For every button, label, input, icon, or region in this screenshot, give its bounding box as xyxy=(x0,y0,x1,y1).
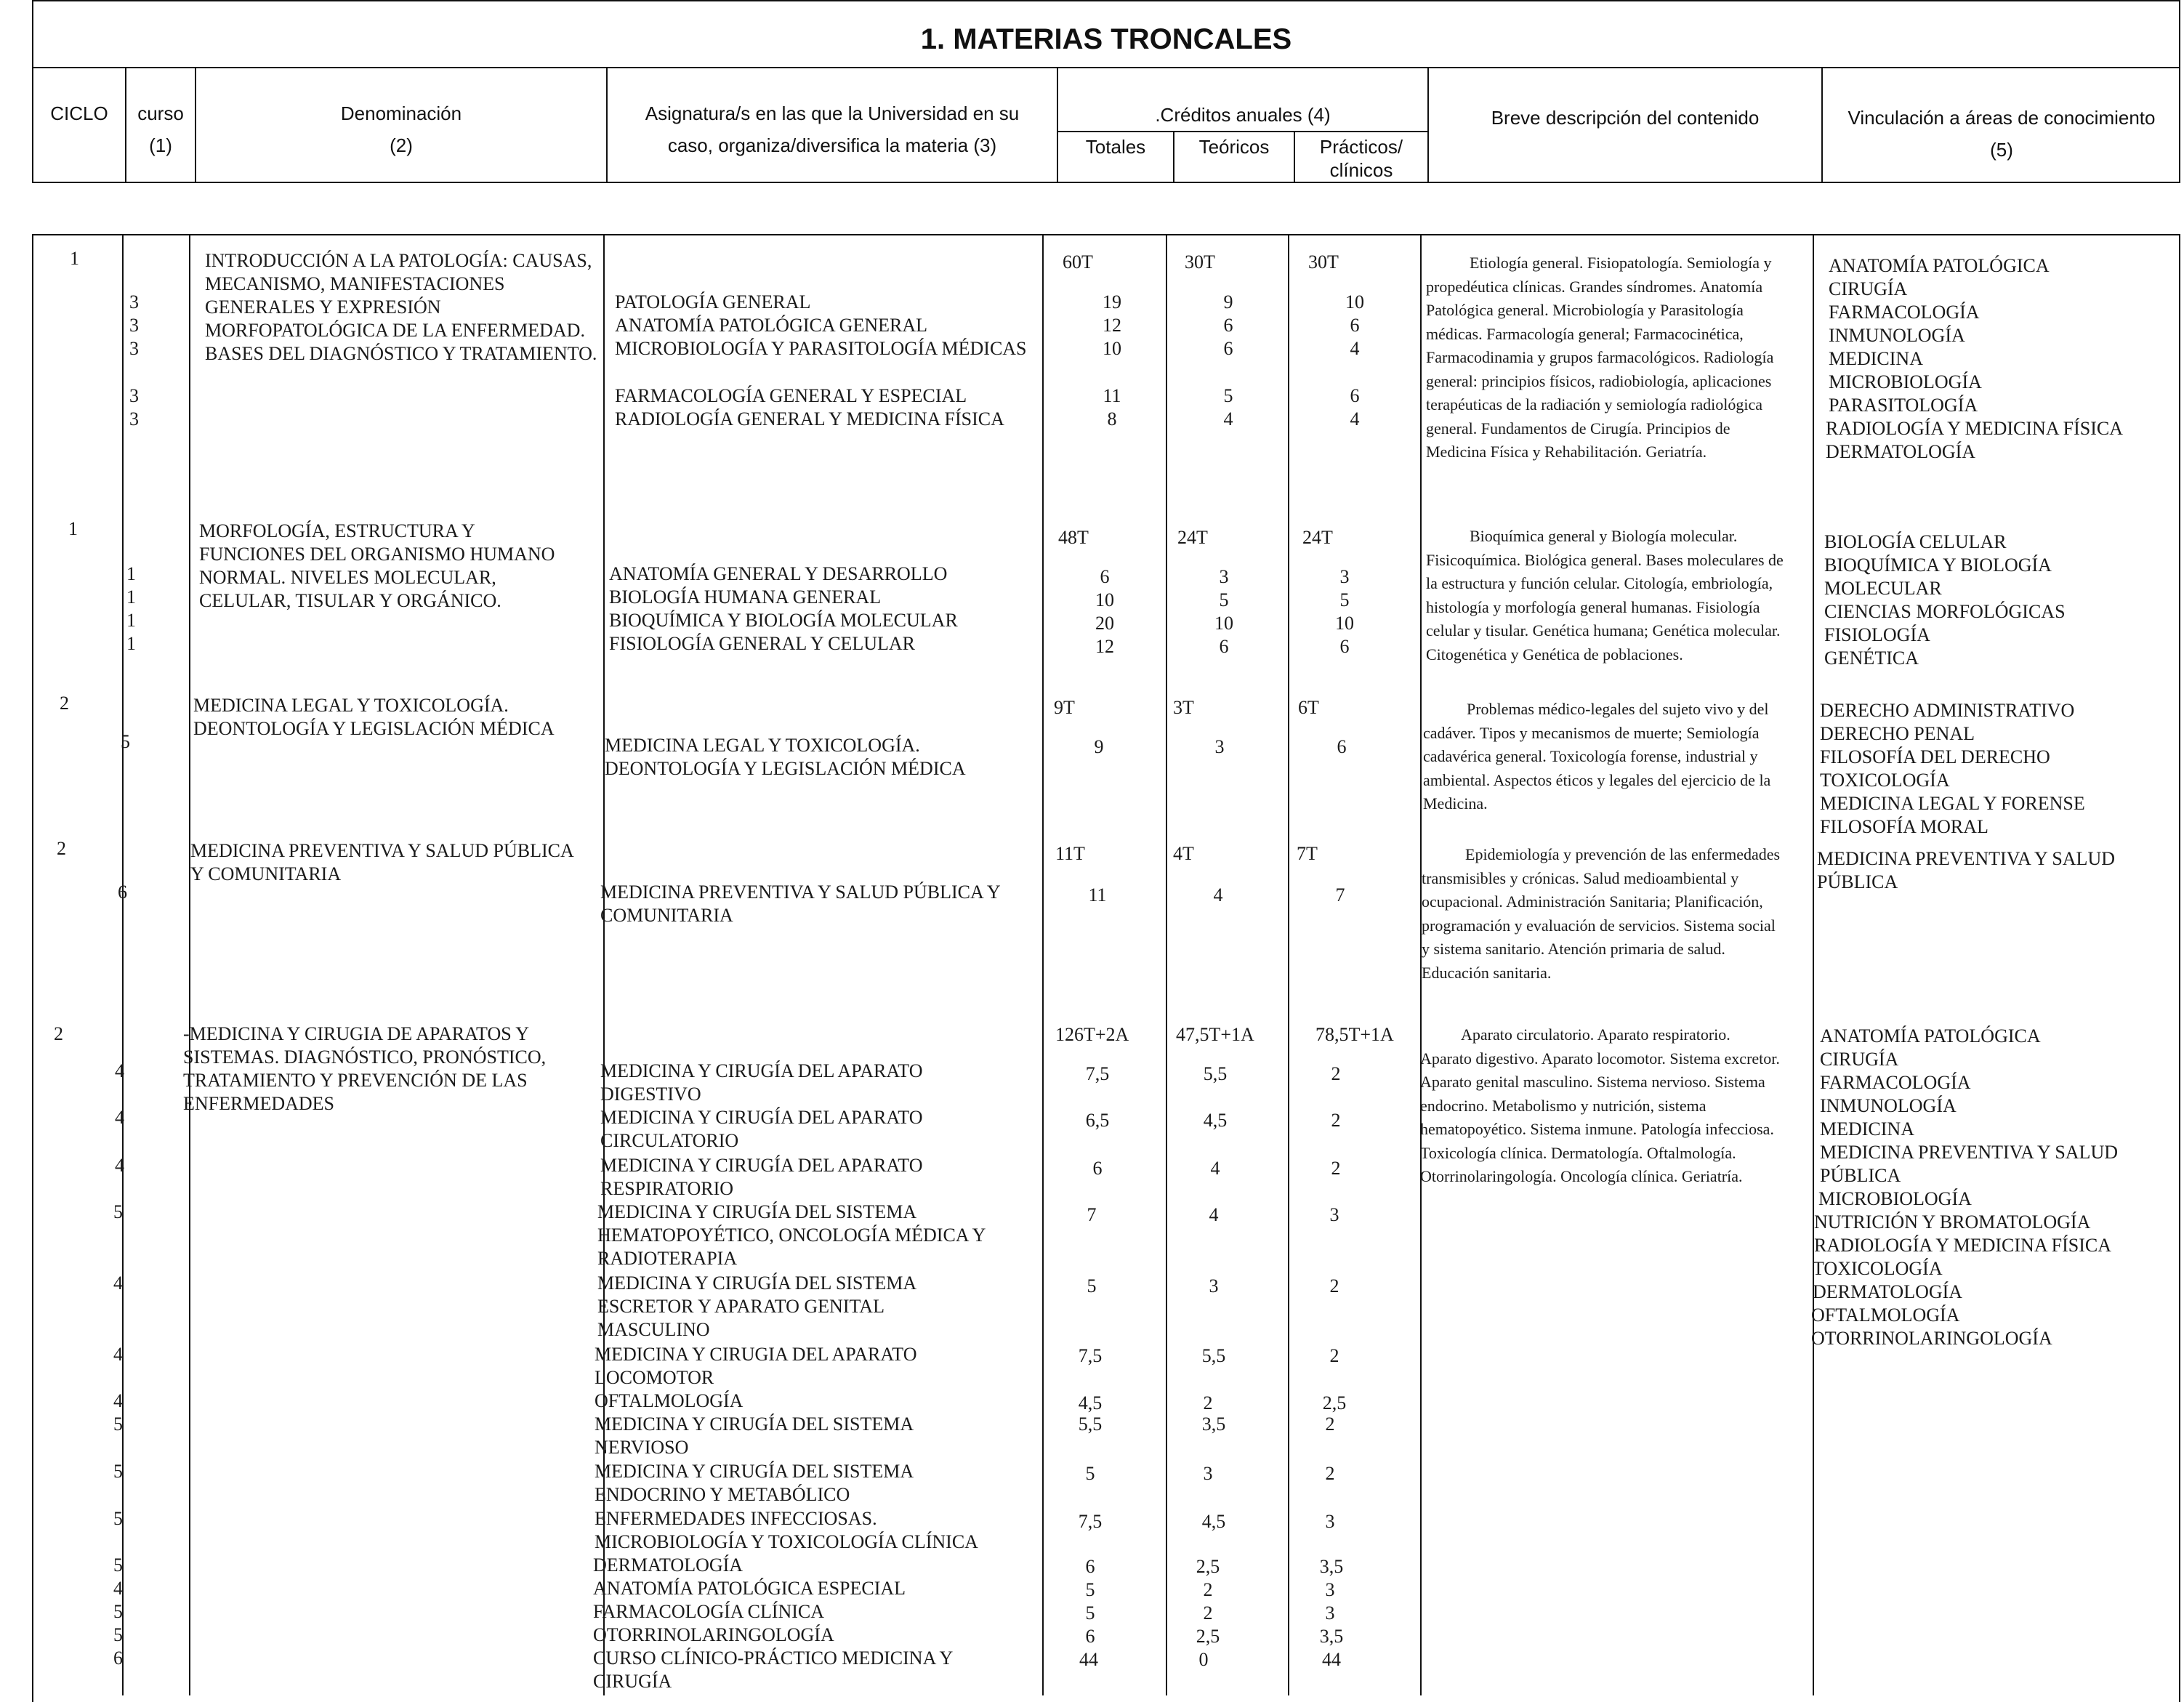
credit-teorico: 2 xyxy=(1203,1602,1213,1624)
credit-teorico: 3 xyxy=(1214,736,1225,757)
credit-teorico: 10 xyxy=(1214,613,1233,634)
area-item: MICROBIOLOGÍA xyxy=(1818,1188,1972,1209)
credit-total: 10 xyxy=(1103,338,1121,359)
ciclo-value: 1 xyxy=(68,518,78,539)
credit-practico: 2 xyxy=(1329,1275,1339,1296)
credit-teorico: 2,5 xyxy=(1196,1556,1220,1577)
area-item: TOXICOLOGÍA xyxy=(1813,1258,1943,1279)
credit-teorico: 3T xyxy=(1173,697,1194,718)
credit-teorico: 2 xyxy=(1203,1392,1213,1413)
credit-teorico: 6 xyxy=(1219,636,1229,657)
asignatura-name: OTORRINOLARINGOLOGÍA xyxy=(593,1624,834,1645)
credit-total: 19 xyxy=(1103,291,1121,312)
curso-value: 1 xyxy=(126,610,136,631)
area-item: MICROBIOLOGÍA xyxy=(1829,371,1982,392)
area-item: FARMACOLOGÍA xyxy=(1820,1072,1971,1093)
area-item: RADIOLOGÍA Y MEDICINA FÍSICA xyxy=(1814,1235,2112,1256)
materia-denominacion: INTRODUCCIÓN A LA PATOLOGÍA: CAUSAS, MECANISMO, MANIFESTACIONES GENERALES Y EXPRESIÓN MORFOPATOLÓGICA DE LA ENFERMEDAD. BASES DEL DIAGNÓSTICO Y TRATAMIENTO. xyxy=(205,250,597,364)
ciclo-value: 2 xyxy=(57,838,66,859)
divider xyxy=(32,67,2180,68)
credit-practico: 78,5T+1A xyxy=(1315,1024,1394,1045)
curso-value: 5 xyxy=(113,1413,123,1435)
area-item: MEDICINA xyxy=(1829,348,1923,369)
credit-practico: 2 xyxy=(1331,1110,1341,1131)
area-item: CIRUGÍA xyxy=(1829,278,1908,299)
asignatura-name: DERMATOLOGÍA xyxy=(593,1554,744,1576)
credit-teorico: 2,5 xyxy=(1196,1626,1220,1647)
credit-total: 126T+2A xyxy=(1055,1024,1129,1045)
curso-value: 3 xyxy=(129,385,139,406)
area-item: NUTRICIÓN Y BROMATOLOGÍA xyxy=(1814,1211,2091,1233)
col-header-asignatura: Asignatura/s en las que la Universidad en su xyxy=(645,102,1020,124)
credit-practico: 10 xyxy=(1345,291,1364,312)
credit-total: 6,5 xyxy=(1085,1110,1110,1131)
credit-teorico: 3 xyxy=(1203,1463,1213,1484)
ciclo-value: 1 xyxy=(70,248,79,269)
curso-value: 5 xyxy=(113,1508,123,1529)
curso-value: 4 xyxy=(115,1155,124,1176)
credit-teorico: 4 xyxy=(1223,408,1233,429)
col-header-denominacion: Denominación xyxy=(340,102,462,124)
credit-practico: 24T xyxy=(1302,527,1333,548)
curso-value: 4 xyxy=(115,1060,124,1081)
credit-teorico: 6 xyxy=(1223,315,1233,336)
credit-total: 5 xyxy=(1085,1463,1095,1484)
credit-practico: 30T xyxy=(1308,251,1339,273)
area-item: RADIOLOGÍA Y MEDICINA FÍSICA xyxy=(1826,418,2124,439)
asignatura-name: MEDICINA Y CIRUGIA DEL APARATO LOCOMOTOR xyxy=(595,1344,917,1388)
materia-descripcion: Bioquímica general y Biología molecular. Fisicoquímica. Biológica general. Bases moleculares de la estructura y función celular. Citología, embriología, histología y morfología general humanas. Fisiología celular y tisular. Genética humana; Genética molecular. Citogenética y Genética de poblaciones. xyxy=(1426,527,1784,664)
credit-practico: 3 xyxy=(1329,1204,1339,1225)
area-item: OTORRINOLARINGOLOGÍA xyxy=(1811,1328,2052,1349)
credit-practico: 7 xyxy=(1335,884,1345,906)
credit-teorico: 0 xyxy=(1198,1649,1209,1670)
materia-descripcion: Problemas médico-legales del sujeto vivo y del cadáver. Tipos y mecanismos de muerte; Semiología cadavérica general. Toxicología forense, industrial y ambiental. Aspectos éticos y legales del ejercicio de la Medicina. xyxy=(1423,700,1771,812)
area-item: FILOSOFÍA DEL DERECHO xyxy=(1820,746,2050,767)
credit-teorico: 3 xyxy=(1209,1275,1219,1296)
credit-total: 20 xyxy=(1095,613,1114,634)
curso-value: 4 xyxy=(113,1578,123,1599)
asignatura-name: BIOLOGÍA HUMANA GENERAL xyxy=(609,586,882,608)
divider xyxy=(1288,234,1289,1695)
credit-total: 9 xyxy=(1094,736,1104,757)
page-title: 1. MATERIAS TRONCALES xyxy=(920,23,1292,55)
ciclo-value: 2 xyxy=(54,1023,63,1044)
asignatura-name: MICROBIOLOGÍA Y PARASITOLOGÍA MÉDICAS xyxy=(615,338,1027,359)
credit-practico: 2,5 xyxy=(1322,1392,1347,1413)
area-item: INMUNOLOGÍA xyxy=(1820,1095,1957,1116)
credit-total: 48T xyxy=(1058,527,1089,548)
credit-practico: 4 xyxy=(1350,408,1360,429)
curso-value: 5 xyxy=(113,1624,123,1645)
area-item: TOXICOLOGÍA xyxy=(1820,770,1950,791)
col-header-practicos-2: clínicos xyxy=(1329,159,1393,181)
credit-total: 5 xyxy=(1085,1579,1095,1600)
asignatura-name: MEDICINA Y CIRUGÍA DEL APARATO RESPIRATORIO xyxy=(600,1155,923,1199)
materia-denominacion: -MEDICINA Y CIRUGIA DE APARATOS Y SISTEMAS. DIAGNÓSTICO, PRONÓSTICO, TRATAMIENTO Y PREVENCIÓN DE LAS ENFERMEDADES xyxy=(183,1023,547,1114)
asignatura-name: MEDICINA Y CIRUGÍA DEL SISTEMA HEMATOPOYÉTICO, ONCOLOGÍA MÉDICA Y RADIOTERAPIA xyxy=(597,1201,986,1269)
curso-value: 1 xyxy=(126,563,136,584)
curso-value: 4 xyxy=(113,1273,123,1294)
credit-practico: 2 xyxy=(1331,1063,1341,1084)
credit-teorico: 4,5 xyxy=(1203,1110,1228,1131)
asignatura-name: ANATOMÍA GENERAL Y DESARROLLO xyxy=(609,563,948,584)
credit-practico: 10 xyxy=(1335,613,1354,634)
credit-practico: 3 xyxy=(1325,1511,1335,1532)
area-item: DERECHO PENAL xyxy=(1820,723,1975,744)
credit-teorico: 5,5 xyxy=(1201,1345,1226,1366)
credit-teorico: 3,5 xyxy=(1201,1413,1226,1435)
curso-value: 5 xyxy=(121,731,130,752)
area-item: ANATOMÍA PATOLÓGICA xyxy=(1829,255,2050,276)
credit-total: 6 xyxy=(1085,1626,1095,1647)
asignatura-name: MEDICINA LEGAL Y TOXICOLOGÍA. DEONTOLOGÍA Y LEGISLACIÓN MÉDICA xyxy=(605,735,966,779)
credit-practico: 2 xyxy=(1331,1158,1341,1179)
area-item: MOLECULAR xyxy=(1824,578,1942,599)
asignatura-name: FARMACOLOGÍA GENERAL Y ESPECIAL xyxy=(615,385,967,406)
asignatura-name: FARMACOLOGÍA CLÍNICA xyxy=(593,1601,825,1622)
col-header-ciclo: CICLO xyxy=(50,102,108,124)
area-item: MEDICINA PREVENTIVA Y SALUD xyxy=(1817,848,2115,869)
area-item: INMUNOLOGÍA xyxy=(1829,325,1965,346)
area-item: OFTALMOLOGÍA xyxy=(1811,1304,1960,1326)
curso-value: 4 xyxy=(115,1107,124,1128)
curso-value: 4 xyxy=(113,1390,123,1411)
asignatura-name: MEDICINA Y CIRUGÍA DEL SISTEMA NERVIOSO xyxy=(595,1413,913,1458)
materia-descripcion: Epidemiología y prevención de las enfermedades transmisibles y crónicas. Salud medioambiental y ocupacional. Administración Sanitaria; Planificación, programación y evaluación de servicios. Sistema social y sistema sanitario. Atención primaria de salud. Educación sanitaria. xyxy=(1422,845,1781,982)
area-item: GENÉTICA xyxy=(1824,648,1919,669)
credit-practico: 3 xyxy=(1325,1579,1335,1600)
credit-practico: 7T xyxy=(1297,843,1318,864)
credit-practico: 3,5 xyxy=(1319,1556,1344,1577)
asignatura-name: ENFERMEDADES INFECCIOSAS. MICROBIOLOGÍA Y TOXICOLOGÍA CLÍNICA xyxy=(595,1508,978,1552)
area-item: DERMATOLOGÍA xyxy=(1813,1281,1963,1302)
credit-teorico: 4 xyxy=(1210,1158,1220,1179)
asignatura-name: MEDICINA Y CIRUGÍA DEL APARATO DIGESTIVO xyxy=(600,1060,923,1105)
col-header-creditos: .Créditos anuales (4) xyxy=(1155,104,1331,126)
credit-teorico: 5 xyxy=(1219,589,1229,610)
credit-practico: 4 xyxy=(1350,338,1360,359)
credit-total: 4,5 xyxy=(1078,1392,1103,1413)
curso-value: 3 xyxy=(129,338,139,359)
credit-teorico: 2 xyxy=(1203,1579,1213,1600)
area-item: CIRUGÍA xyxy=(1820,1049,1899,1070)
asignatura-name: MEDICINA Y CIRUGÍA DEL APARATO CIRCULATORIO xyxy=(600,1107,923,1151)
credit-total: 12 xyxy=(1095,636,1114,657)
col-header-vinculacion-note: (5) xyxy=(1990,139,2013,161)
area-item: PÚBLICA xyxy=(1817,871,1898,892)
col-header-asignatura-2: caso, organiza/diversifica la materia (3) xyxy=(667,134,997,156)
credit-total: 5 xyxy=(1085,1602,1095,1624)
curso-value: 4 xyxy=(113,1344,123,1365)
curso-value: 6 xyxy=(118,882,127,903)
asignatura-name: ANATOMÍA PATOLÓGICA GENERAL xyxy=(615,315,928,336)
credit-practico: 3 xyxy=(1339,566,1350,587)
credit-practico: 6 xyxy=(1350,315,1360,336)
credit-total: 60T xyxy=(1063,251,1093,273)
col-header-vinculacion: Vinculación a áreas de conocimiento xyxy=(1847,107,2156,129)
ciclo-value: 2 xyxy=(60,693,69,714)
area-item: BIOQUÍMICA Y BIOLOGÍA xyxy=(1824,554,2052,576)
credit-practico: 2 xyxy=(1329,1345,1339,1366)
asignatura-name: CURSO CLÍNICO-PRÁCTICO MEDICINA Y CIRUGÍA xyxy=(593,1647,953,1692)
credit-total: 7 xyxy=(1087,1204,1097,1225)
credit-total: 6 xyxy=(1100,566,1110,587)
col-header-teoricos: Teóricos xyxy=(1198,136,1270,158)
asignatura-name: RADIOLOGÍA GENERAL Y MEDICINA FÍSICA xyxy=(615,408,1004,429)
curso-value: 5 xyxy=(113,1601,123,1622)
asignatura-name: FISIOLOGÍA GENERAL Y CELULAR xyxy=(609,633,916,654)
materia-denominacion: MORFOLOGÍA, ESTRUCTURA Y FUNCIONES DEL ORGANISMO HUMANO NORMAL. NIVELES MOLECULAR, CELULAR, TISULAR Y ORGÁNICO. xyxy=(199,520,555,611)
area-item: FISIOLOGÍA xyxy=(1824,624,1930,645)
area-item: FILOSOFÍA MORAL xyxy=(1820,816,1988,837)
asignatura-name: MEDICINA Y CIRUGÍA DEL SISTEMA ENDOCRINO Y METABÓLICO xyxy=(595,1461,913,1505)
credit-practico: 3,5 xyxy=(1319,1626,1344,1647)
curso-value: 6 xyxy=(113,1647,123,1669)
credit-practico: 6 xyxy=(1350,385,1360,406)
curso-value: 3 xyxy=(129,408,139,429)
credit-teorico: 3 xyxy=(1219,566,1229,587)
credit-total: 8 xyxy=(1107,408,1117,429)
asignatura-name: BIOQUÍMICA Y BIOLOGÍA MOLECULAR xyxy=(609,610,958,631)
credit-total: 44 xyxy=(1079,1649,1098,1670)
credit-total: 5 xyxy=(1087,1275,1097,1296)
credit-total: 7,5 xyxy=(1078,1345,1103,1366)
col-header-practicos: Prácticos/ xyxy=(1319,136,1403,158)
area-item: BIOLOGÍA CELULAR xyxy=(1824,531,2007,552)
area-item: MEDICINA PREVENTIVA Y SALUD xyxy=(1820,1142,2118,1163)
col-header-denominacion-note: (2) xyxy=(390,134,413,156)
materia-denominacion: MEDICINA PREVENTIVA Y SALUD PÚBLICA Y COMUNITARIA xyxy=(190,840,573,884)
credit-total: 7,5 xyxy=(1078,1511,1103,1532)
curso-value: 5 xyxy=(113,1461,123,1482)
credit-total: 11 xyxy=(1088,884,1107,906)
credit-practico: 6 xyxy=(1339,636,1350,657)
area-item: MEDICINA xyxy=(1820,1118,1914,1140)
curso-value: 5 xyxy=(113,1201,123,1222)
curso-value: 5 xyxy=(113,1554,123,1576)
area-item: FARMACOLOGÍA xyxy=(1829,302,1980,323)
materia-descripcion: Aparato circulatorio. Aparato respiratorio. Aparato digestivo. Aparato locomotor. Sistema excretor. Aparato genital masculino. Sistema nervioso. Sistema endocrino. Metabolismo y nutrición, sistema hematopoyético. Sistema inmune. Patología infecciosa. Toxicología clínica. Dermatología. Oftalmología. Otorrinolaringología. Oncología clínica. Geriatría. xyxy=(1420,1025,1780,1185)
credit-total: 11 xyxy=(1103,385,1121,406)
credit-total: 7,5 xyxy=(1085,1063,1110,1084)
area-item: ANATOMÍA PATOLÓGICA xyxy=(1820,1025,2041,1046)
credit-practico: 6T xyxy=(1298,697,1319,718)
credit-teorico: 4 xyxy=(1213,884,1223,906)
credit-total: 6 xyxy=(1092,1158,1103,1179)
credit-practico: 3 xyxy=(1325,1602,1335,1624)
divider xyxy=(1042,234,1044,1695)
credit-total: 5,5 xyxy=(1078,1413,1103,1435)
credit-practico: 6 xyxy=(1337,736,1347,757)
asignatura-name: PATOLOGÍA GENERAL xyxy=(615,291,811,312)
credit-practico: 5 xyxy=(1339,589,1350,610)
area-item: DERMATOLOGÍA xyxy=(1826,441,1976,462)
credit-teorico: 6 xyxy=(1223,338,1233,359)
credit-teorico: 5 xyxy=(1223,385,1233,406)
divider xyxy=(1166,234,1167,1695)
credit-total: 9T xyxy=(1054,697,1075,718)
curso-value: 1 xyxy=(126,633,136,654)
credit-practico: 2 xyxy=(1325,1463,1335,1484)
col-header-curso-note: (1) xyxy=(149,134,172,156)
area-item: PARASITOLOGÍA xyxy=(1829,395,1978,416)
col-header-descripcion: Breve descripción del contenido xyxy=(1491,107,1760,129)
col-header-curso: curso xyxy=(137,102,184,124)
asignatura-name: MEDICINA Y CIRUGÍA DEL SISTEMA ESCRETOR Y APARATO GENITAL MASCULINO xyxy=(597,1273,916,1340)
area-item: DERECHO ADMINISTRATIVO xyxy=(1820,700,2075,721)
credit-total: 10 xyxy=(1095,589,1114,610)
asignatura-name: OFTALMOLOGÍA xyxy=(595,1390,744,1411)
credit-teorico: 30T xyxy=(1185,251,1215,273)
divider xyxy=(189,234,190,1695)
credit-total: 11T xyxy=(1055,843,1085,864)
credit-teorico: 24T xyxy=(1177,527,1208,548)
credit-total: 6 xyxy=(1085,1556,1095,1577)
curso-value: 3 xyxy=(129,315,139,336)
credit-practico: 2 xyxy=(1325,1413,1335,1435)
divider xyxy=(1813,234,1814,1695)
curso-value: 1 xyxy=(126,586,136,608)
credit-teorico: 9 xyxy=(1223,291,1233,312)
asignatura-name: MEDICINA PREVENTIVA Y SALUD PÚBLICA Y COMUNITARIA xyxy=(600,882,1000,926)
credit-teorico: 4,5 xyxy=(1201,1511,1226,1532)
asignatura-name: ANATOMÍA PATOLÓGICA ESPECIAL xyxy=(593,1578,906,1599)
materia-descripcion: Etiología general. Fisiopatología. Semiología y propedéutica clínicas. Grandes síndromes. Anatomía Patológica general. Microbiología y Parasitología médicas. Farmacología general; Farmacocinética, Farmacodinamia y grupos farmacológicos. Radiología general: principios físicos, radiobiología, aplicaciones terapéuticas de la radiación y semiología radiológica general. Fundamentos de Cirugía. Principios de Medicina Física y Rehabilitación. Geriatría. xyxy=(1426,254,1774,461)
credit-teorico: 5,5 xyxy=(1203,1063,1228,1084)
materia-denominacion: MEDICINA LEGAL Y TOXICOLOGÍA. DEONTOLOGÍA Y LEGISLACIÓN MÉDICA xyxy=(193,695,555,739)
credit-teorico: 47,5T+1A xyxy=(1176,1024,1254,1045)
area-item: PÚBLICA xyxy=(1820,1165,1901,1186)
credit-practico: 44 xyxy=(1322,1649,1341,1670)
credit-total: 12 xyxy=(1103,315,1121,336)
area-item: CIENCIAS MORFOLÓGICAS xyxy=(1824,601,2066,622)
credit-teorico: 4T xyxy=(1173,843,1194,864)
credit-teorico: 4 xyxy=(1209,1204,1219,1225)
col-header-totales: Totales xyxy=(1085,136,1146,158)
curso-value: 3 xyxy=(129,291,139,312)
area-item: MEDICINA LEGAL Y FORENSE xyxy=(1820,793,2085,814)
